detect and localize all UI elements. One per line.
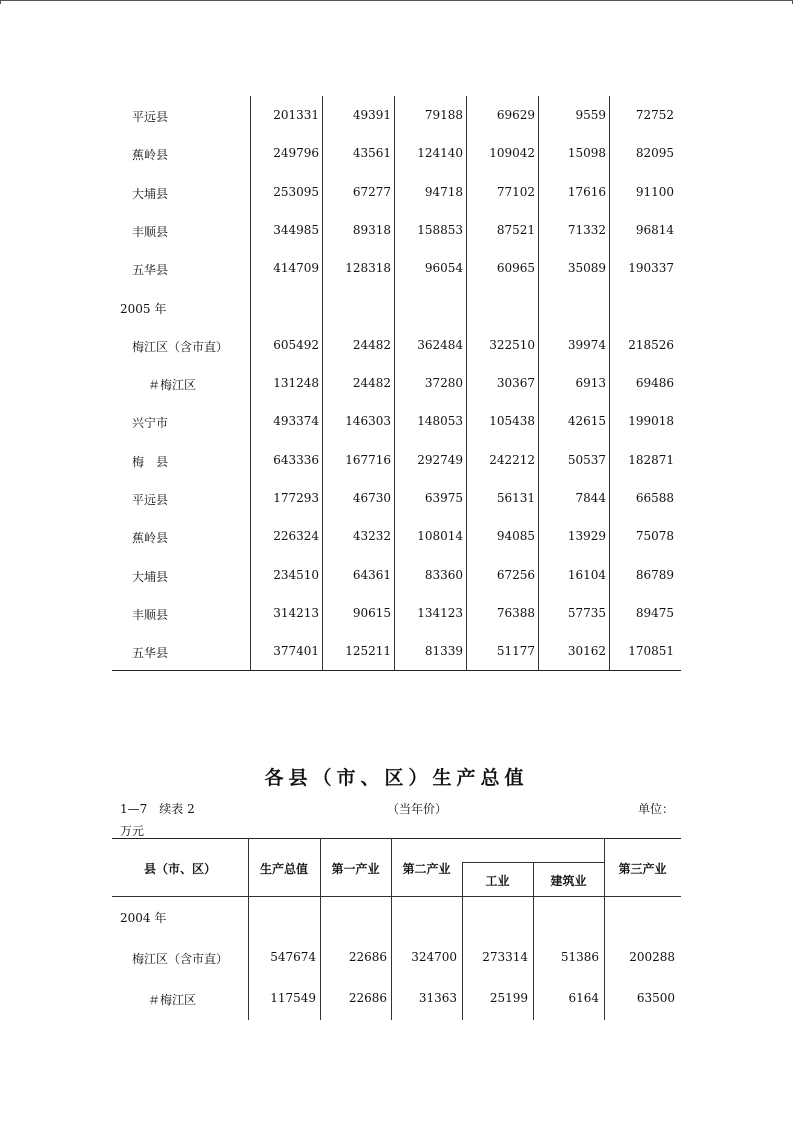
cell-value: 146303 xyxy=(345,414,391,429)
cell-value: 314213 xyxy=(273,605,319,620)
cell-value: 79188 xyxy=(424,108,463,122)
cell-value: 69629 xyxy=(496,108,535,122)
cell-value: 13929 xyxy=(567,529,606,544)
cell-value: 344985 xyxy=(273,222,319,237)
cell-value: 37280 xyxy=(424,376,463,391)
cell-value: 71332 xyxy=(567,222,606,237)
table-row xyxy=(112,606,681,626)
cell-value: 322510 xyxy=(489,337,535,352)
cell-value: 128318 xyxy=(345,261,391,276)
cell-value: 362484 xyxy=(417,337,463,352)
table-row xyxy=(112,261,681,281)
cell-value: 182871 xyxy=(628,452,674,467)
cell-value: 60965 xyxy=(496,261,535,276)
cell-value: 377401 xyxy=(273,644,319,659)
cell-value: 56131 xyxy=(496,491,535,505)
subheader-rule xyxy=(462,862,604,863)
cell-value: 190337 xyxy=(628,261,674,276)
cell-value: 77102 xyxy=(496,184,535,199)
cell-value: 30162 xyxy=(567,644,606,659)
table-row xyxy=(112,529,681,549)
cell-value: 6164 xyxy=(568,991,599,1005)
cell-value: 131248 xyxy=(273,376,319,391)
cell-value: 201331 xyxy=(273,108,319,122)
row-label: 蕉岭县 xyxy=(132,148,169,163)
cell-value: 90615 xyxy=(352,605,391,620)
cell-value: 81339 xyxy=(424,644,463,659)
cell-value: 76388 xyxy=(496,605,535,620)
cell-value: 67277 xyxy=(352,184,391,199)
row-label: ＃梅江区 xyxy=(148,378,197,393)
cell-value: 324700 xyxy=(411,950,457,964)
table-bottom-rule xyxy=(112,670,681,671)
cell-value: 94718 xyxy=(424,184,463,199)
row-label: 五华县 xyxy=(132,646,169,661)
cell-value: 643336 xyxy=(273,452,319,467)
cell-value: 66588 xyxy=(635,491,674,505)
header-tertiary-industry: 第三产业 xyxy=(618,862,667,876)
cell-value: 15098 xyxy=(567,146,606,161)
cell-value: 25199 xyxy=(489,991,528,1005)
cell-value: 117549 xyxy=(270,991,316,1005)
cell-value: 9559 xyxy=(575,108,606,122)
row-label: 2004 年 xyxy=(120,911,167,925)
cell-value: 46730 xyxy=(352,491,391,505)
cell-value: 39974 xyxy=(567,337,606,352)
table-row xyxy=(112,185,681,205)
row-label: 梅 县 xyxy=(132,454,169,469)
cell-value: 6913 xyxy=(575,376,606,391)
table-row xyxy=(112,108,681,128)
cell-value: 547674 xyxy=(270,950,316,964)
cell-value: 89318 xyxy=(352,222,391,237)
cell-value: 17616 xyxy=(567,184,606,199)
header-region: 县（市、区） xyxy=(143,862,216,876)
gdp-table xyxy=(112,838,681,1020)
cell-value: 35089 xyxy=(567,261,606,276)
cell-value: 69486 xyxy=(635,376,674,391)
row-label: 梅江区（含市直） xyxy=(132,952,229,966)
cell-value: 50537 xyxy=(567,452,606,467)
cell-value: 91100 xyxy=(635,184,674,199)
cell-value: 109042 xyxy=(489,146,535,161)
cell-value: 43232 xyxy=(352,529,391,544)
cell-value: 51386 xyxy=(560,950,599,964)
cell-value: 134123 xyxy=(417,605,463,620)
table-title: 各县（市、区）生产总值 xyxy=(264,767,529,789)
cell-value: 49391 xyxy=(352,108,391,122)
cell-value: 22686 xyxy=(348,950,387,964)
cell-value: 177293 xyxy=(273,491,319,505)
header-secondary-industry: 第二产业 xyxy=(402,862,451,876)
row-label: ＃梅江区 xyxy=(148,993,197,1007)
cell-value: 249796 xyxy=(273,146,319,161)
header-industry: 工业 xyxy=(485,874,510,888)
unit-value: 万元 xyxy=(120,824,145,838)
cell-value: 30367 xyxy=(496,376,535,391)
cell-value: 22686 xyxy=(348,991,387,1005)
cell-value: 218526 xyxy=(628,337,674,352)
cell-value: 67256 xyxy=(496,567,535,582)
cell-value: 493374 xyxy=(273,414,319,429)
cell-value: 86789 xyxy=(635,567,674,582)
cell-value: 16104 xyxy=(567,567,606,582)
cell-value: 96054 xyxy=(424,261,463,276)
table-row xyxy=(112,950,681,970)
cell-value: 226324 xyxy=(273,529,319,544)
table-row xyxy=(112,223,681,243)
header-construction: 建筑业 xyxy=(550,874,587,888)
cell-value: 96814 xyxy=(635,222,674,237)
cell-value: 200288 xyxy=(629,950,675,964)
cell-value: 105438 xyxy=(489,414,535,429)
cell-value: 82095 xyxy=(635,146,674,161)
cell-value: 63500 xyxy=(636,991,675,1005)
cell-value: 72752 xyxy=(635,108,674,122)
row-label: 五华县 xyxy=(132,263,169,278)
cell-value: 24482 xyxy=(352,376,391,391)
row-label: 平远县 xyxy=(132,110,169,124)
page-frame-edge xyxy=(0,0,793,4)
cell-value: 24482 xyxy=(352,337,391,352)
cell-value: 89475 xyxy=(635,605,674,620)
cell-value: 605492 xyxy=(273,337,319,352)
cell-value: 414709 xyxy=(273,261,319,276)
cell-value: 57735 xyxy=(567,605,606,620)
row-label: 丰顺县 xyxy=(132,224,169,239)
cell-value: 42615 xyxy=(567,414,606,429)
row-label: 2005 年 xyxy=(120,301,167,316)
cell-value: 199018 xyxy=(628,414,674,429)
cell-value: 148053 xyxy=(417,414,463,429)
table-number: 1—7 续表 2 xyxy=(120,802,195,816)
cell-value: 158853 xyxy=(417,222,463,237)
cell-value: 43561 xyxy=(352,146,391,161)
cell-value: 87521 xyxy=(496,222,535,237)
row-label: 大埔县 xyxy=(132,569,169,584)
table-row xyxy=(112,300,681,320)
cell-value: 31363 xyxy=(418,991,457,1005)
table-row xyxy=(112,453,681,473)
row-label: 平远县 xyxy=(132,493,169,507)
cell-value: 108014 xyxy=(417,529,463,544)
table-row xyxy=(112,491,681,511)
table-top-rule xyxy=(112,838,681,839)
cell-value: 7844 xyxy=(575,491,606,505)
table-row xyxy=(112,376,681,396)
table-row xyxy=(112,644,681,664)
cell-value: 64361 xyxy=(352,567,391,582)
table-row xyxy=(112,568,681,588)
cell-value: 242212 xyxy=(489,452,535,467)
cell-value: 51177 xyxy=(496,644,535,659)
header-gdp: 生产总值 xyxy=(259,862,308,876)
cell-value: 234510 xyxy=(273,567,319,582)
cell-value: 75078 xyxy=(635,529,674,544)
row-label: 梅江区（含市直） xyxy=(132,339,229,354)
cell-value: 83360 xyxy=(424,567,463,582)
cell-value: 273314 xyxy=(482,950,528,964)
row-label: 兴宁市 xyxy=(132,416,169,431)
cell-value: 253095 xyxy=(273,184,319,199)
cell-value: 124140 xyxy=(417,146,463,161)
row-label: 丰顺县 xyxy=(132,607,169,622)
header-primary-industry: 第一产业 xyxy=(331,862,380,876)
cell-value: 94085 xyxy=(496,529,535,544)
header-bottom-rule xyxy=(112,896,681,897)
unit-label: 单位： xyxy=(638,802,675,816)
table-row xyxy=(112,146,681,166)
table-row xyxy=(112,414,681,434)
cell-value: 292749 xyxy=(417,452,463,467)
price-basis: （当年价） xyxy=(387,802,448,816)
cell-value: 63975 xyxy=(424,491,463,505)
table-row xyxy=(112,991,681,1011)
cell-value: 170851 xyxy=(628,644,674,659)
cell-value: 167716 xyxy=(345,452,391,467)
table-row xyxy=(112,909,681,929)
row-label: 大埔县 xyxy=(132,186,169,201)
row-label: 蕉岭县 xyxy=(132,531,169,546)
cell-value: 125211 xyxy=(345,644,391,659)
table-row xyxy=(112,338,681,358)
